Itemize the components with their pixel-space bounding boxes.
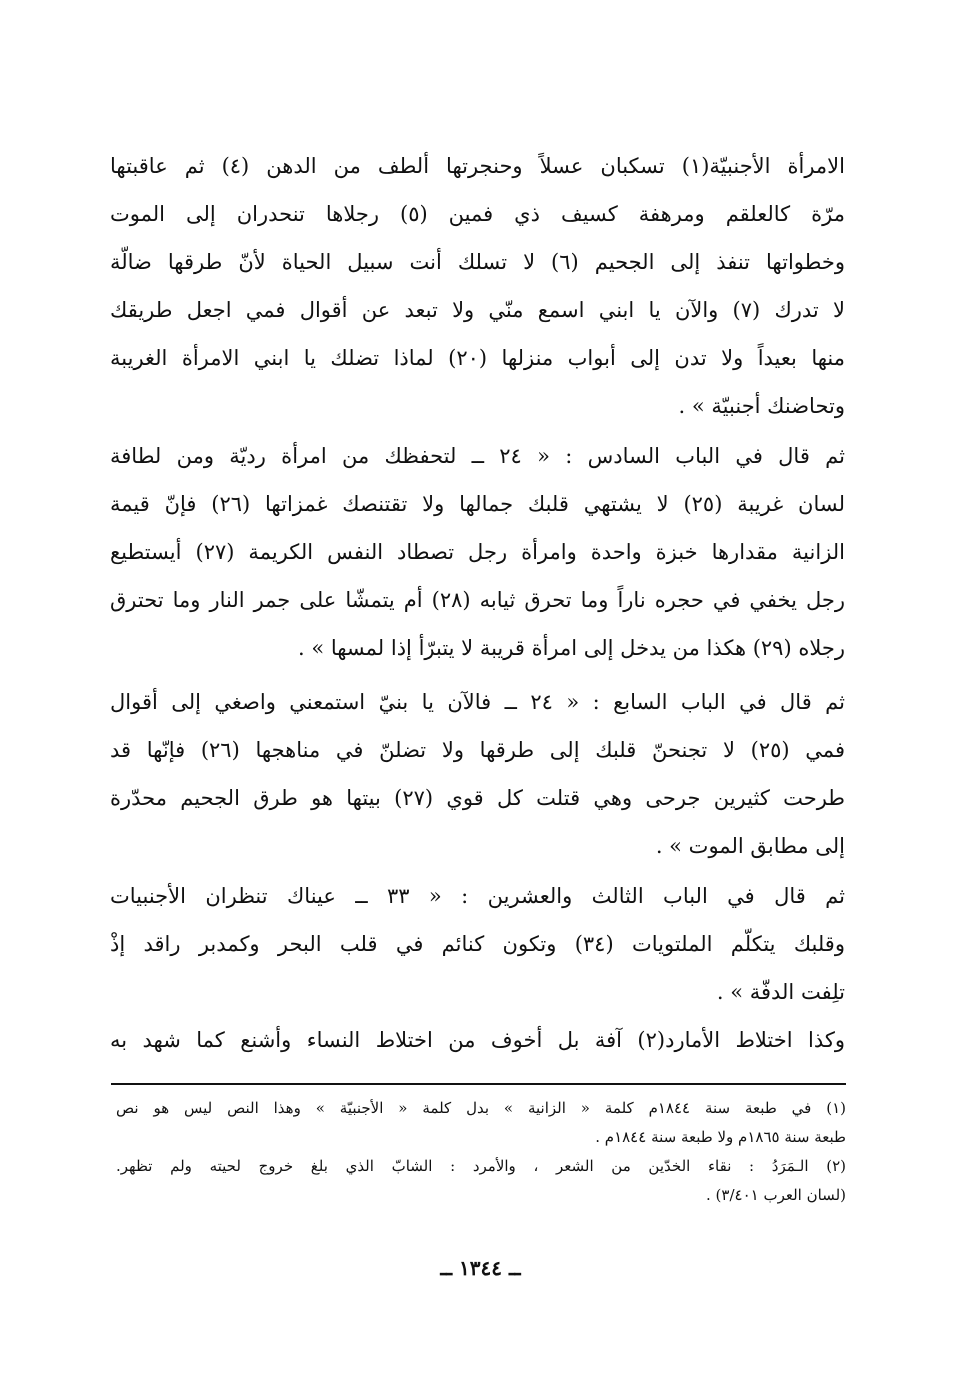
footnote-divider: [111, 1083, 846, 1085]
text-line: وكذا اختلاط الأمارد(٢) آفة بل أخوف من اختلاط النساء وأشنع كما شهد به: [110, 1028, 845, 1052]
text-line: مرّة كالعلقم ومرهفة كسيف ذي فمين (٥) رجلاها تنحدران إلى الموت: [110, 202, 845, 226]
paragraph-3: [110, 678, 845, 870]
text-line: فمي (٢٥) لا تجنحنّ قلبك إلى طرقها ولا تضلنّ في مناهجها (٢٦) فإنّها قد: [110, 738, 845, 762]
text-line: ثم قال في الباب السادس : « ٢٤ ــ لتحفظك من امرأة رديّة ومن لطافة: [110, 444, 845, 468]
text-line: رجل يخفي في حجره ناراً وما تحرق ثيابه (٢٨) أم يتمشّا على جمر النار وما تحترق: [110, 588, 845, 612]
paragraph-4: [110, 872, 845, 1016]
text-line: وخطواتها تنفذ إلى الجحيم (٦) لا تسلك أنت سبيل الحياة لأنّ طرقها ضالّة: [110, 250, 845, 274]
footnote-2: [116, 1152, 846, 1210]
text-line: إلى مطابق الموت » .: [655, 834, 845, 858]
text-line: لسان غريبة (٢٥) لا يشتهي قلبك جمالها ولا تقتنصك غمزاتها (٢٦) فإنّ قيمة: [110, 492, 845, 516]
text-line: وتحاضنك أجنبيّة » .: [678, 394, 845, 418]
paragraph-5: [110, 1016, 845, 1064]
text-line: منها بعيداً ولا تدن إلى أبواب منزلها (٢٠) لماذا تضلك يا ابني الامرأة الغريبة: [110, 346, 845, 370]
paragraph-2: [110, 432, 845, 672]
text-line: ثم قال في الباب السابع : « ٢٤ ــ فالآن يا بنيّ استمعني واصغي إلى أقوال: [110, 690, 845, 714]
text-line: وقلبك يتكلّم الملتويات (٣٤) وتكون كنائم في قلب البحر وكمدبر راقد إذْ: [110, 932, 845, 956]
footnote-line: (لسان العرب ٣/٤٠١) .: [706, 1186, 846, 1204]
footnote-line: طبعة سنة ١٨٦٥م ولا طبعة سنة ١٨٤٤م .: [595, 1128, 846, 1146]
text-line: لا تدرك (٧) والآن يا ابني اسمع منّي ولا تبعد عن أقوال فمي اجعل طريقك: [110, 298, 845, 322]
paragraph-1: [110, 142, 845, 430]
footnote-line: (٢) الـمَرَدُ : نقاء الخدّين من الشعر ، والأمرد : الشابّ الذي بلغ خروج لحيته ولم تظهر.: [116, 1157, 846, 1175]
text-line: ثم قال في الباب الثالث والعشرين : « ٣٣ ــ عيناك تنظران الأجنبيات: [110, 884, 845, 908]
text-line: الزانية مقدارها خبزة واحدة وامرأة رجل تصطاد النفس الكريمة (٢٧) أيستطيع: [110, 540, 845, 564]
footnotes: [116, 1094, 846, 1210]
footnote-line: (١) في طبعة سنة ١٨٤٤م كلمة « الزانية » بدل كلمة « الأجنبيّة » وهذا النص ليس هو نص: [116, 1099, 846, 1117]
page-number: ــ ١٣٤٤ ــ: [440, 1256, 521, 1280]
text-line: تلِفت الدفّة » .: [716, 980, 845, 1004]
footnote-1: [116, 1094, 846, 1152]
main-text: [110, 142, 845, 1052]
text-line: طرحت كثيرين جرحى وهي قتلت كل قوي (٢٧) بيتها هو طرق الجحيم محدّرة: [110, 786, 845, 810]
text-line: رجلاه (٢٩) هكذا من يدخل إلى امرأة قريبة لا يتبرّأ إذا لمسها » .: [297, 636, 845, 660]
text-line: الامرأة الأجنبيّة(١) تسكبان عسلاً وحنجرتها ألطف من الدهن (٤) ثم عاقبتها: [110, 154, 845, 178]
